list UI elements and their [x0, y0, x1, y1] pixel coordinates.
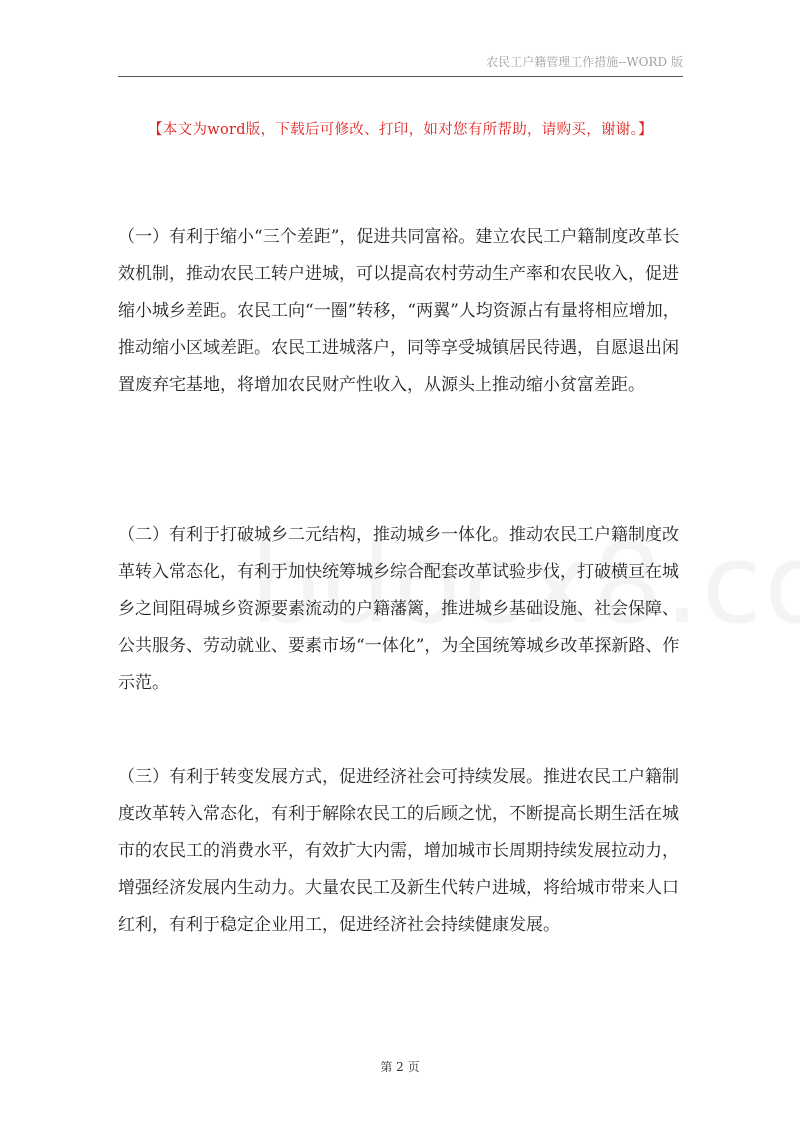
- page-number: 第 2 页: [380, 1060, 420, 1074]
- document-title: 农民工户籍管理工作措施--WORD 版: [486, 55, 683, 69]
- page-header: [118, 52, 683, 77]
- purchase-notice: 【本文为word版，下载后可修改、打印，如对您有所帮助，请购买，谢谢。】: [148, 122, 653, 138]
- paragraph-1: （一）有利于缩小“三个差距”，促进共同富裕。建立农民工户籍制度改革长效机制，推动农民工转户进城，可以提高农村劳动生产率和农民收入，促进缩小城乡差距。农民工向“一圈”转移，“两翼”人均资源占有量将相应增加，推动缩小区域差距。农民工进城落户，同等享受城镇居民待遇，自愿退出闲置废弃宅基地，将增加农民财产性收入，从源头上推动缩小贫富差距。: [118, 227, 680, 395]
- paragraph-2: （二）有利于打破城乡二元结构，推动城乡一体化。推动农民工户籍制度改革转入常态化，有利于加快统筹城乡综合配套改革试验步伐，打破横亘在城乡之间阻碍城乡资源要素流动的户籍藩篱，推进城乡基础设施、社会保障、公共服务、劳动就业、要素市场“一体化”，为全国统筹城乡改革探新路、作示范。: [118, 525, 680, 693]
- paragraph-3: （三）有利于转变发展方式，促进经济社会可持续发展。推进农民工户籍制度改革转入常态化，有利于解除农民工的后顾之忧，不断提高长期生活在城市的农民工的消费水平，有效扩大内需，增加城市长周期持续发展拉动力，增强经济发展内生动力。大量农民工及新生代转户进城，将给城市带来人口红利，有利于稳定企业用工，促进经济社会持续健康发展。: [118, 767, 679, 935]
